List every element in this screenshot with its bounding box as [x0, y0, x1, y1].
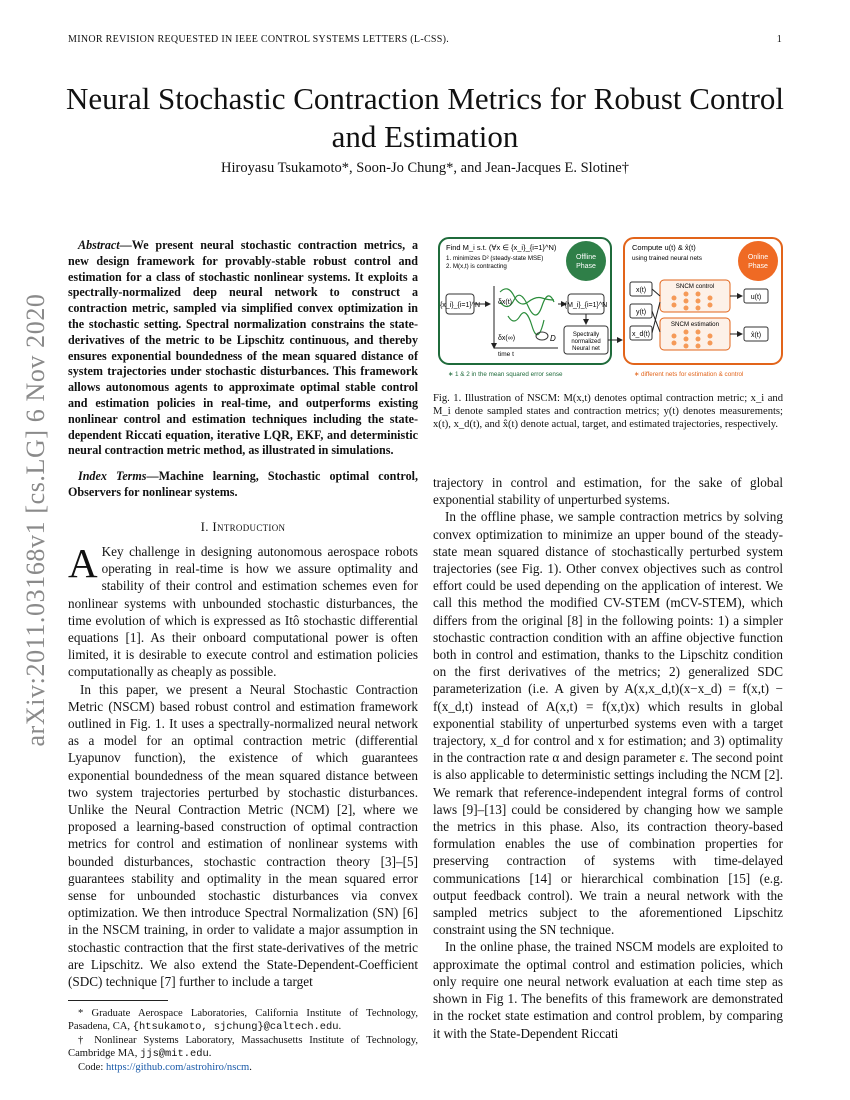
metrics-label: {M_i}_{i=1}^N [564, 302, 608, 309]
right-paragraph-1: trajectory in control and estimation, for the sake of global exponential stability of unperturbed systems. [433, 475, 783, 508]
dx-t-label: δx(t) [498, 299, 513, 306]
right-paragraph-2: In the offline phase, we sample contraction metrics by solving convex optimization to minimize an upper bound of the steady-state mean squared distance of stochastically perturbed system trajectories (see Fig. 1). Other convex objectives such as control effort could be used depending on the application of interest. We call this method the modified CV-STEM (mCV-STEM), which differs from the original [8] in the following points: 1) a simpler stochastic contraction condition with an affine objective function both in control and estimation, thanks to the Lipschitz condition on the first derivatives of the metrics; 2) generalized SDC parameterization (i.e. A given by A(x,x_d,t)(x−x_d) = f(x,t) − f(x_d,t) instead of A(x,t) = f(x,t)x) which results in global exponential stability of unperturbed systems even with a target trajectory, x_d for control and x for estimation; and 3) optimality in the contraction rate α and design parameter ε. The second point is also applicable to deterministic settings including the NCM [2]. We remark that reference-independent integral forms of control laws [9]–[13] could be considered by changing how we sample the metrics in this phase. Also, its contraction theory-based formulation enables the use of combination properties for preserving contraction of systems with time-delayed communications [14] or hierarchical combination [15] (e.g. output feedback control). We train a neural network with the sampled metrics subject to the aforementioned Lipschitz constraint using the SN technique. [433, 509, 783, 938]
control-net-label: SNCM control [675, 283, 715, 290]
abstract-text: —We present neural stochastic contraction metrics, a new design framework for provably-stable robust control and estimation for a class of stochastic nonlinear systems. It exploits a spectrally-normalized deep neural network to construct a contraction metric, sampled via simplified convex optimization in the stochastic setting. Spectral normalization constrains the state-derivatives of the metric to be Lipschitz continuous, and thereby ensures exponential boundedness of the mean squared distance of system trajectories under stochastic disturbances. This framework allows autonomous agents to approximate optimal stable control and estimation policies in real-time, and outperforms existing nonlinear control and estimation techniques including the state-dependent Riccati equation, iterative LQR, EKF, and deterministic neural contraction metric method, as illustrated in simulations. [68, 238, 418, 458]
offline-note: ∗ 1 & 2 in the mean squared error sense [448, 371, 563, 378]
left-column [68, 238, 418, 1074]
output-u-label: u(t) [750, 294, 762, 301]
footnote-affiliation-1: * Graduate Aerospace Laboratories, California Institute of Technology, Pasadena, CA, {htsukamoto, sjchung}@caltech.edu. [68, 1008, 418, 1034]
figure-caption: Fig. 1. Illustration of NSCM: M(x,t) denotes optimal contraction metric; x_i and M_i denote sampled states and contraction metrics; y(t) denotes measurements; x(t), x_d(t), and x̂(t) denote actual, target, and estimated trajectories, respectively. [433, 393, 783, 430]
arxiv-stamp-text: arXiv:2011.03168v1 [cs.LG] 6 Nov 2020 [21, 293, 50, 747]
estimation-net-label: SNCM estimation [670, 321, 720, 328]
section-number: I. [200, 518, 209, 534]
section-heading [68, 518, 418, 535]
footnote-code: Code: https://github.com/astrohiro/nscm. [78, 1062, 252, 1074]
offline-badge [566, 241, 606, 281]
online-badge [738, 241, 778, 281]
intro-paragraph-1 [68, 539, 418, 681]
input-y-label: y(t) [635, 309, 647, 316]
running-head-text: MINOR REVISION REQUESTED IN IEEE CONTROL SYSTEMS LETTERS (L-CSS). [68, 34, 450, 45]
footnote-affiliation-2: † Nonlinear Systems Laboratory, Massachusetts Institute of Technology, Cambridge MA, jjs@mit.edu. [68, 1035, 418, 1061]
d-label: D [550, 334, 556, 343]
offline-badge-text-2: Phase [576, 263, 596, 270]
page-number: 1 [776, 34, 782, 45]
section-title: Introduction [212, 518, 286, 534]
nn-line-2: normalized [571, 339, 601, 345]
code-label: Code: [78, 1062, 106, 1074]
online-badge-text: Online [747, 254, 769, 261]
author-list: Hiroyasu Tsukamoto*, Soon-Jo Chung*, and Jean-Jacques E. Slotine† [221, 160, 629, 176]
offline-badge-text: Offline [575, 254, 597, 261]
nn-line-3: Neural net [572, 346, 600, 352]
online-title: Compute u(t) & x̂(t) [632, 243, 696, 252]
figure-1-diagram [438, 236, 784, 384]
offline-item-2: 2. M(x,t) is contracting [446, 263, 507, 270]
abstract-label: Abstract [78, 238, 120, 252]
right-column [433, 474, 783, 1042]
index-terms [68, 469, 418, 501]
online-subtitle: using trained neural nets [632, 255, 702, 262]
right-paragraph-3: In the online phase, the trained NSCM models are exploited to approximate the optimal control and estimation policies, which only require one neural network evaluation at each time step as shown in Fig 1. The benefits of this framework are demonstrated in the rocket state estimation and control problem, by comparing it with the State-Dependent Riccati [433, 939, 783, 1041]
index-terms-label: Index Terms [78, 469, 147, 484]
intro-paragraph-1-text: Key challenge in designing autonomous aerospace robots operating in real-time is how we assure optimality and stability of their control and estimation schemes even for nonlinear systems with unbounded stochastic disturbances, the time evolution of which is expressed as Itô stochastic differential equations [1]. As their onboard computational power is often limited, it is desirable to execute control and estimation policies computationally as cheaply as possible. [68, 543, 418, 680]
dx-inf-label: δx(∞) [498, 335, 516, 342]
footnote-1-email[interactable]: {htsukamoto, sjchung}@caltech.edu [132, 1021, 339, 1034]
samples-label: {x_i}_{i=1}^N [439, 302, 481, 309]
input-xd-label: x_d(t) [632, 331, 650, 338]
arxiv-stamp [14, 295, 58, 745]
paper-title: Neural Stochastic Contraction Metrics for Robust Control and Estimation [65, 81, 785, 154]
input-x-label: x(t) [635, 287, 647, 294]
footnote-2-email[interactable]: jjs@mit.edu [140, 1048, 209, 1061]
footnote-rule [68, 1000, 168, 1001]
output-xhat-label: x̂(t) [750, 332, 762, 339]
online-note: ∗ different nets for estimation & control [634, 371, 744, 378]
abstract [68, 238, 418, 459]
intro-paragraph-2: In this paper, we present a Neural Stochastic Contraction Metric (NSCM) based robust control and estimation framework outlined in Fig. 1. It uses a spectrally-normalized neural network as a model for an optimal contraction metric (differential Lyapunov function), the existence of which guarantees exponential boundedness of the mean squared distance between two system trajectories perturbed by stochastic disturbances. Unlike the Neural Contraction Metric (NCM) [2], where we proposed a learning-based construction of optimal contraction metrics for control and estimation of nonlinear systems with bounded disturbances, stochastic contraction theory [3]–[5] guarantees stability and optimality in the mean squared error sense for unbounded stochastic disturbances via convex optimization. We then introduce Spectral Normalization (SN) [6] in the NSCM training, in order to validate a major assumption in stochastic contraction that the first state-derivatives of the metric are Lipschitz. We also extend the State-Dependent-Coefficient (SDC) technique [7] further to include a target [68, 681, 418, 990]
nn-line-1: Spectrally [572, 332, 600, 338]
offline-item-1: 1. minimizes D² (steady-state MSE) [446, 255, 544, 262]
running-head [68, 34, 782, 45]
code-link[interactable]: https://github.com/astrohiro/nscm [105, 1062, 250, 1074]
footnote-2-text: † Nonlinear Systems Laboratory, Massachusetts Institute of Technology, Cambridge MA, [68, 1035, 418, 1060]
time-axis-label: time t [498, 351, 514, 358]
online-badge-text-2: Phase [748, 263, 768, 270]
index-terms-text: —Machine learning, Stochastic optimal control, Observers for nonlinear systems. [68, 469, 419, 499]
offline-title: Find M_i s.t. (∀x ∈ {x_i}_{i=1}^N) [446, 243, 557, 252]
footnote-1-text: * Graduate Aerospace Laboratories, California Institute of Technology, Pasadena, CA, [68, 1008, 418, 1033]
drop-cap: A [68, 539, 98, 586]
